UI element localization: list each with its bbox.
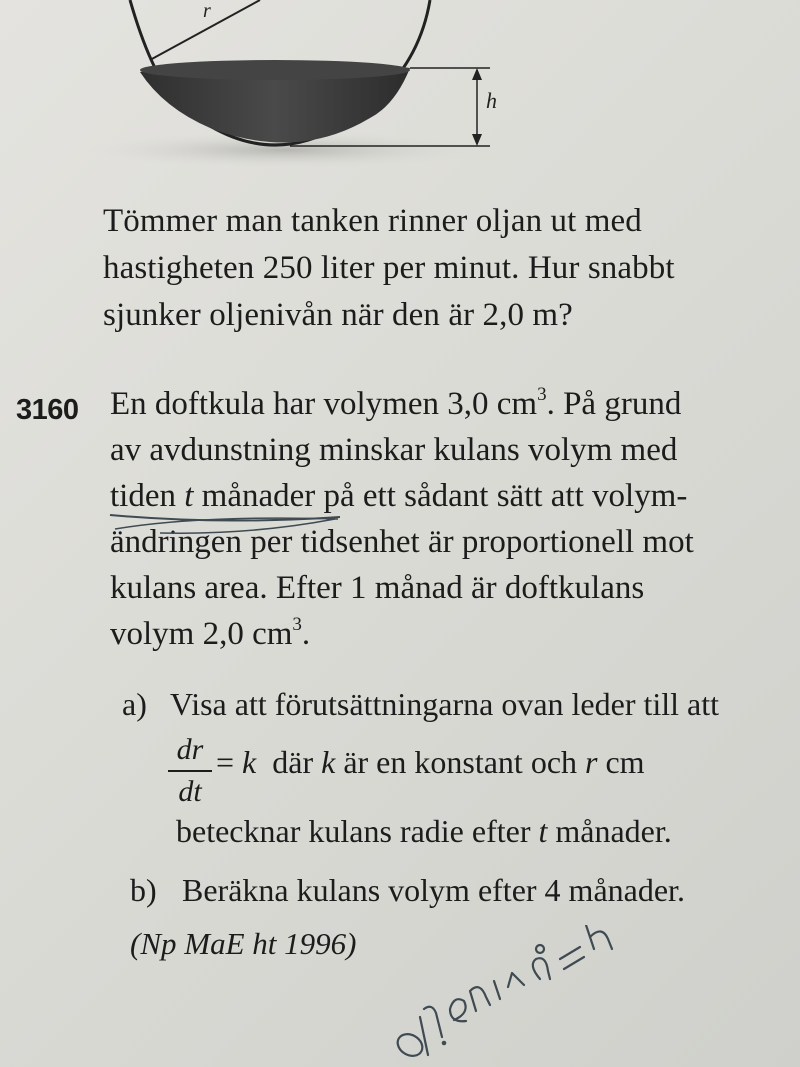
problem-line-2: av avdunstning minskar kulans volym med	[110, 432, 678, 468]
previous-problem-line: sjunker oljenivån när den är 2,0 m?	[103, 297, 573, 333]
problem-number: 3160	[16, 394, 79, 426]
source-citation: (Np MaE ht 1996)	[130, 926, 357, 961]
radius-label: r	[203, 0, 211, 22]
problem-line-5: kulans area. Efter 1 månad är doftkulans	[110, 570, 645, 606]
previous-problem-text	[103, 198, 783, 339]
previous-problem-line: Tömmer man tanken rinner oljan ut med	[103, 203, 642, 239]
part-a-line-1: Visa att förutsättningarna ovan leder till att	[170, 686, 720, 722]
variable-r: r	[585, 744, 598, 780]
part-a-text: betecknar kulans radie efter	[176, 813, 539, 849]
fraction-numerator: dr	[176, 733, 204, 766]
fraction-denominator: dt	[178, 775, 202, 808]
equation-text: cm	[597, 744, 645, 780]
problem-line-6	[110, 611, 800, 657]
oil-surface	[140, 60, 410, 80]
fraction-bar	[168, 770, 212, 772]
equation-text: är en konstant och	[335, 744, 586, 780]
part-b-text: Beräkna kulans volym efter 4 månader.	[182, 872, 685, 908]
variable-t: t	[538, 813, 548, 849]
equation-line	[216, 744, 645, 781]
problem-line-4: ändringen per tidsenhet är proportionell mot	[110, 524, 694, 560]
problem-text: .	[301, 616, 311, 652]
problem-text: En doftkula har volymen 3,0 cm	[110, 386, 538, 422]
superscript: 3	[537, 384, 547, 405]
equals-sign: =	[216, 744, 243, 780]
constant-k: k	[321, 744, 336, 780]
height-arrow-head-top	[472, 68, 482, 80]
derivative-fraction	[168, 733, 212, 809]
problem-line-3	[110, 473, 800, 519]
constant-k: k	[242, 744, 257, 780]
part-a-line-3	[176, 813, 672, 850]
height-label: h	[486, 88, 497, 113]
problem-text: månader på ett sådant sätt att volym-	[193, 478, 688, 514]
variable-t: t	[184, 478, 194, 514]
equation-text: där	[256, 744, 322, 780]
part-b-label: b)	[130, 872, 157, 908]
handwritten-note	[380, 925, 640, 1067]
part-a-label: a)	[122, 686, 147, 722]
problem-text: . På grund	[546, 386, 682, 422]
superscript: 3	[292, 614, 302, 635]
problem-line-1	[110, 381, 800, 427]
problem-statement	[110, 381, 800, 657]
part-a-text: månader.	[547, 813, 672, 849]
problem-text: volym 2,0 cm	[110, 616, 293, 652]
problem-text: tiden	[110, 478, 185, 514]
tank-figure	[0, 0, 800, 170]
previous-problem-line: hastigheten 250 liter per minut. Hur snabbt	[103, 250, 675, 286]
